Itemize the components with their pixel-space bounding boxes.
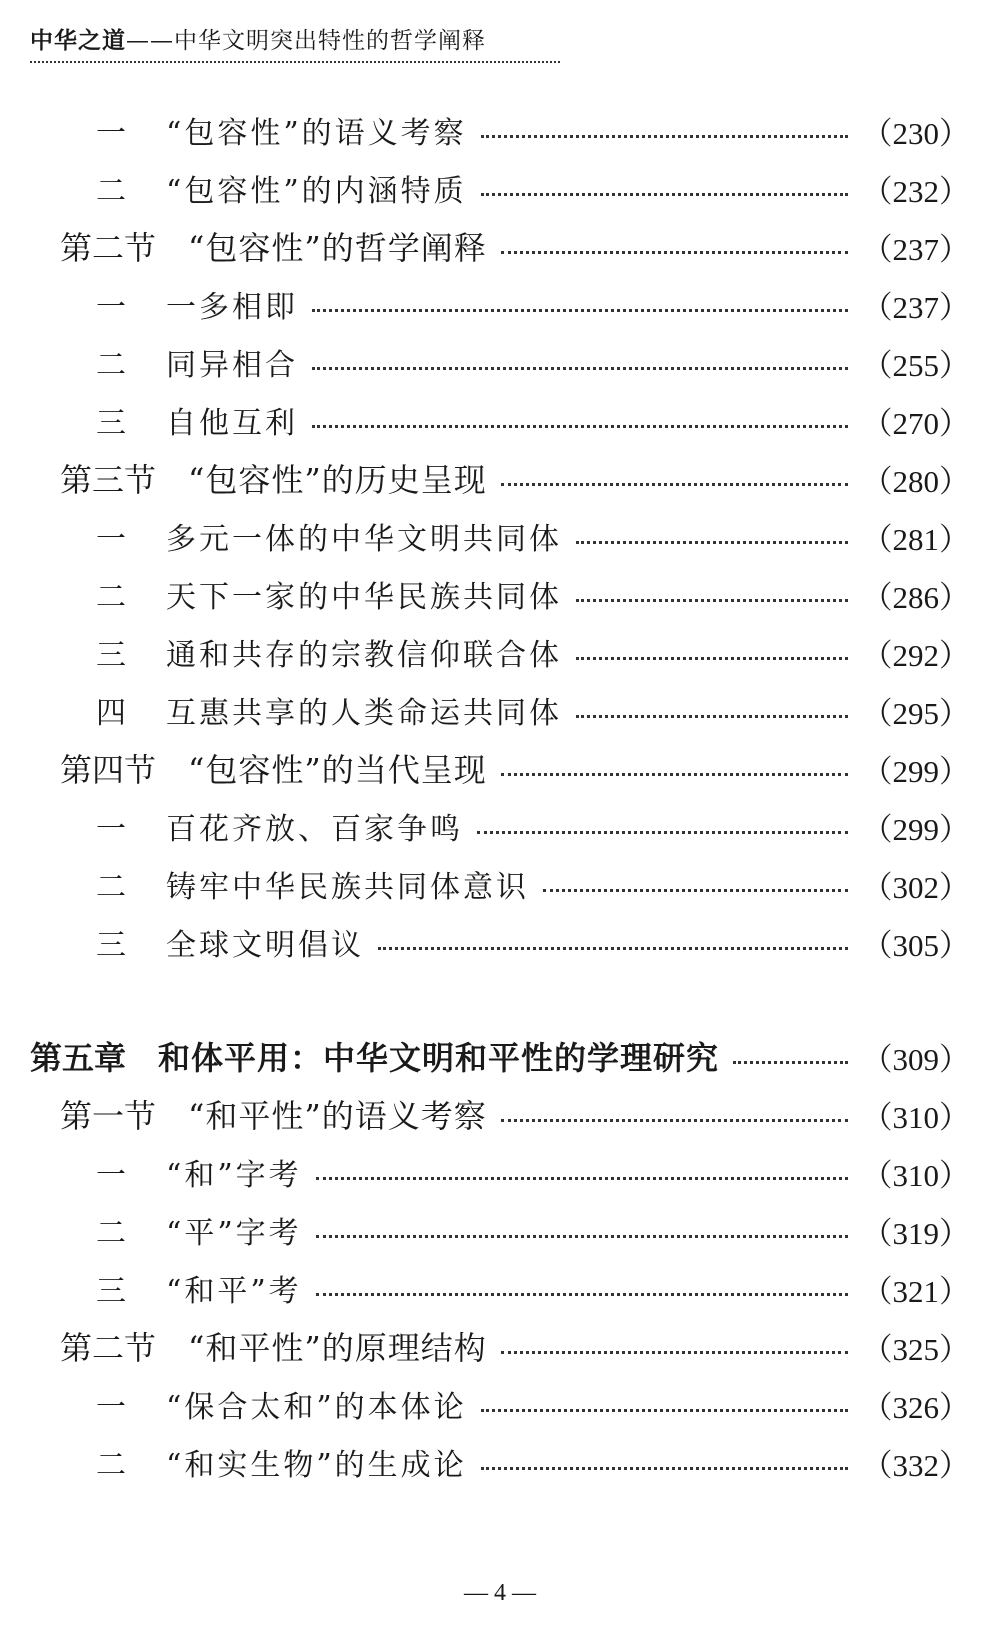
dot-leader bbox=[316, 1293, 848, 1296]
toc-entry-title: “平”字考 bbox=[166, 1216, 302, 1251]
toc-entry-number: 第五章 bbox=[30, 1039, 127, 1077]
dot-leader bbox=[481, 135, 848, 138]
dot-leader bbox=[312, 367, 848, 370]
toc-entry-title: “和平性”的原理结构 bbox=[188, 1329, 487, 1367]
toc-entry-number: 第二节 bbox=[60, 1329, 157, 1367]
toc-entry-title: “保合太和”的本体论 bbox=[166, 1390, 467, 1425]
toc-entry-page: （325） bbox=[861, 1331, 970, 1367]
toc-entry-title: 一多相即 bbox=[166, 290, 298, 325]
toc-entry-number: 三 bbox=[96, 406, 126, 441]
toc-entry-number: 第一节 bbox=[60, 1097, 157, 1135]
toc-entry-page: （319） bbox=[861, 1215, 970, 1251]
toc-item-entry[interactable] bbox=[96, 340, 970, 384]
toc-item-entry[interactable] bbox=[96, 1150, 970, 1194]
toc-item-entry[interactable] bbox=[96, 1266, 970, 1310]
dot-leader bbox=[501, 251, 848, 254]
toc-entry-page: （255） bbox=[861, 347, 970, 383]
toc-entry-page: （281） bbox=[861, 521, 970, 557]
toc-entry-title: “包容性”的当代呈现 bbox=[188, 751, 487, 789]
toc-entry-number: 三 bbox=[96, 1274, 126, 1309]
toc-entry-title: 互惠共享的人类命运共同体 bbox=[166, 696, 562, 731]
dot-leader bbox=[576, 715, 848, 718]
toc-entry-number: 一 bbox=[96, 290, 126, 325]
toc-entry-page: （270） bbox=[861, 405, 970, 441]
toc-entry-number: 三 bbox=[96, 928, 126, 963]
toc-section-entry[interactable] bbox=[60, 224, 970, 268]
toc-entry-title: “包容性”的内涵特质 bbox=[166, 174, 467, 209]
toc-item-entry[interactable] bbox=[96, 862, 970, 906]
toc-entry-number: 二 bbox=[96, 870, 126, 905]
toc-entry-number: 二 bbox=[96, 174, 126, 209]
toc-entry-page: （305） bbox=[861, 927, 970, 963]
dot-leader bbox=[312, 309, 848, 312]
toc-item-entry[interactable] bbox=[96, 514, 970, 558]
dot-leader bbox=[378, 947, 848, 950]
toc-chapter-entry[interactable] bbox=[30, 1034, 970, 1078]
toc-entry-page: （237） bbox=[861, 231, 970, 267]
toc-item-entry[interactable] bbox=[96, 572, 970, 616]
dot-leader bbox=[316, 1177, 848, 1180]
toc-entry-page: （326） bbox=[861, 1389, 970, 1425]
toc-entry-number: 第二节 bbox=[60, 229, 157, 267]
toc-entry-number: 二 bbox=[96, 580, 126, 615]
toc-entry-title: “包容性”的语义考察 bbox=[166, 116, 467, 151]
dot-leader bbox=[316, 1235, 848, 1238]
toc-entry-title: 多元一体的中华文明共同体 bbox=[166, 522, 562, 557]
book-title: 中华之道 bbox=[30, 27, 126, 54]
dot-leader bbox=[501, 1351, 848, 1354]
toc-item-entry[interactable] bbox=[96, 688, 970, 732]
toc-item-entry[interactable] bbox=[96, 282, 970, 326]
toc-item-entry[interactable] bbox=[96, 1208, 970, 1252]
toc-entry-number: 一 bbox=[96, 116, 126, 151]
toc-entry-title: 百花齐放、百家争鸣 bbox=[166, 812, 463, 847]
dot-leader bbox=[481, 193, 848, 196]
toc-entry-number: 第三节 bbox=[60, 461, 157, 499]
toc-entry-page: （302） bbox=[861, 869, 970, 905]
toc-entry-page: （310） bbox=[861, 1157, 970, 1193]
toc-entry-page: （295） bbox=[861, 695, 970, 731]
toc-entry-page: （292） bbox=[861, 637, 970, 673]
toc-entry-page: （332） bbox=[861, 1447, 970, 1483]
toc-entry-page: （237） bbox=[861, 289, 970, 325]
toc-entry-number: 四 bbox=[96, 696, 126, 731]
dot-leader bbox=[481, 1467, 848, 1470]
toc-entry-page: （321） bbox=[861, 1273, 970, 1309]
toc-entry-page: （309） bbox=[861, 1041, 970, 1077]
toc-entry-title: 同异相合 bbox=[166, 348, 298, 383]
dot-leader bbox=[576, 541, 848, 544]
dot-leader bbox=[501, 773, 848, 776]
toc-section-entry[interactable] bbox=[60, 746, 970, 790]
page-number: — 4 — bbox=[464, 1580, 536, 1606]
toc-entry-title: 天下一家的中华民族共同体 bbox=[166, 580, 562, 615]
toc-entry-page: （280） bbox=[861, 463, 970, 499]
toc-section-entry[interactable] bbox=[60, 1324, 970, 1368]
toc-entry-number: 一 bbox=[96, 1390, 126, 1425]
dot-leader bbox=[733, 1061, 847, 1064]
toc-section-entry[interactable] bbox=[60, 456, 970, 500]
toc-entry-title: 和体平用：中华文明和平性的学理研究 bbox=[158, 1039, 720, 1077]
toc-entry-page: （299） bbox=[861, 811, 970, 847]
dot-leader bbox=[576, 599, 848, 602]
toc-item-entry[interactable] bbox=[96, 920, 970, 964]
dot-leader bbox=[576, 657, 848, 660]
toc-entry-title: “包容性”的历史呈现 bbox=[188, 461, 487, 499]
toc-entry-number: 三 bbox=[96, 638, 126, 673]
toc-item-entry[interactable] bbox=[96, 630, 970, 674]
dot-leader bbox=[543, 889, 848, 892]
toc-item-entry[interactable] bbox=[96, 166, 970, 210]
dot-leader bbox=[481, 1409, 848, 1412]
toc-entry-number: 二 bbox=[96, 1448, 126, 1483]
toc-entry-title: 通和共存的宗教信仰联合体 bbox=[166, 638, 562, 673]
dot-leader bbox=[312, 425, 848, 428]
toc-item-entry[interactable] bbox=[96, 398, 970, 442]
toc-item-entry[interactable] bbox=[96, 108, 970, 152]
toc-entry-title: 自他互利 bbox=[166, 406, 298, 441]
toc-entry-number: 第四节 bbox=[60, 751, 157, 789]
toc-entry-title: 全球文明倡议 bbox=[166, 928, 364, 963]
toc-entry-title: “和平性”的语义考察 bbox=[188, 1097, 487, 1135]
dot-leader bbox=[477, 831, 848, 834]
dot-leader bbox=[501, 483, 848, 486]
toc-entry-number: 一 bbox=[96, 1158, 126, 1193]
toc-entry-number: 二 bbox=[96, 348, 126, 383]
toc-entry-page: （232） bbox=[861, 173, 970, 209]
book-subtitle: ——中华文明突出特性的哲学阐释 bbox=[126, 28, 486, 54]
toc-entry-title: “和”字考 bbox=[166, 1158, 302, 1193]
toc-item-entry[interactable] bbox=[96, 1382, 970, 1426]
running-header bbox=[30, 22, 560, 63]
toc-entry-title: “和平”考 bbox=[166, 1274, 302, 1309]
toc-entry-page: （286） bbox=[861, 579, 970, 615]
toc-entry-title: “和实生物”的生成论 bbox=[166, 1448, 467, 1483]
dot-leader bbox=[501, 1119, 848, 1122]
toc-entry-number: 二 bbox=[96, 1216, 126, 1251]
toc-entry-number: 一 bbox=[96, 522, 126, 557]
toc-entry-title: 铸牢中华民族共同体意识 bbox=[166, 870, 529, 905]
toc-item-entry[interactable] bbox=[96, 804, 970, 848]
toc-entry-number: 一 bbox=[96, 812, 126, 847]
toc-entry-page: （230） bbox=[861, 115, 970, 151]
toc-entry-page: （310） bbox=[861, 1099, 970, 1135]
toc-entry-title: “包容性”的哲学阐释 bbox=[188, 229, 487, 267]
toc-entry-page: （299） bbox=[861, 753, 970, 789]
toc-item-entry[interactable] bbox=[96, 1440, 970, 1484]
toc-section-entry[interactable] bbox=[60, 1092, 970, 1136]
